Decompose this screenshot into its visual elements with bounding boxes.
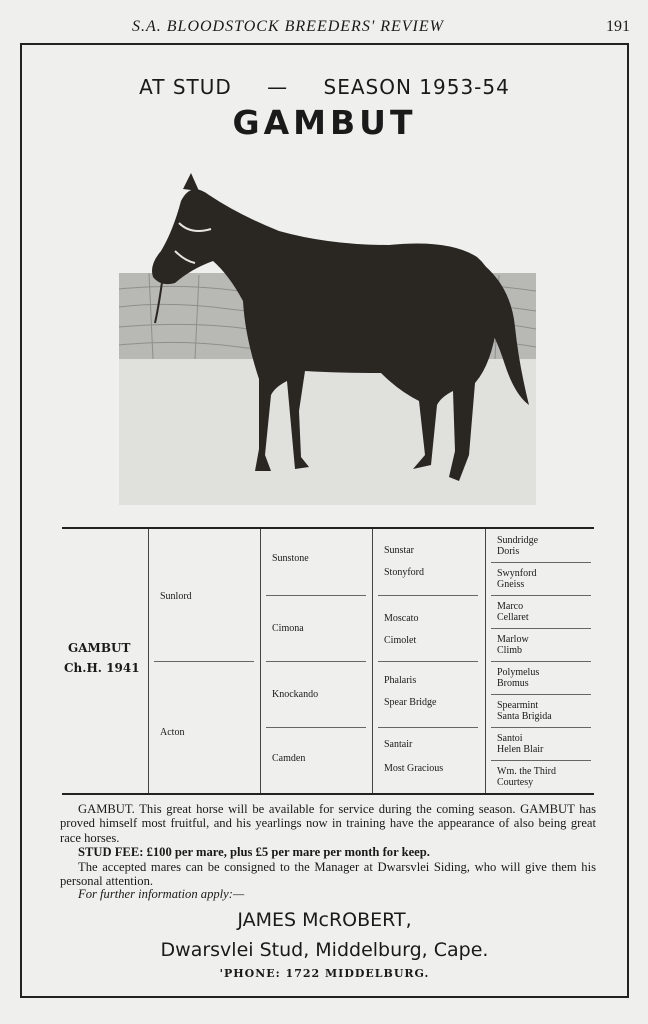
- season-label: SEASON 1953-54: [323, 75, 510, 99]
- pedigree-great-grand: Cimolet: [384, 635, 417, 646]
- pedigree-great-grand: Sunstar: [384, 545, 414, 556]
- pedigree-subject-detail: Ch.H. 1941: [64, 661, 140, 675]
- pedigree-great-grand: Phalaris: [384, 675, 417, 686]
- running-head: [0, 18, 648, 40]
- journal-title: S.A. BLOODSTOCK BREEDERS' REVIEW: [132, 18, 444, 35]
- pedigree-great-great-dam: Climb: [497, 645, 523, 656]
- pedigree-great-great-sire: Polymelus: [497, 667, 540, 678]
- pedigree-sire: Sunlord: [160, 591, 192, 602]
- pedigree-great-great-dam: Cellaret: [497, 612, 529, 623]
- pedigree-grand: Camden: [272, 753, 306, 764]
- ad-headline: [22, 75, 627, 99]
- pedigree-great-grand: Most Gracious: [384, 763, 444, 774]
- pedigree-great-great-sire: Spearmint: [497, 700, 539, 711]
- pedigree-grand: Knockando: [272, 689, 319, 700]
- advertisement-frame: [20, 43, 629, 998]
- pedigree-table: [62, 527, 594, 795]
- horse-name-title: GAMBUT: [232, 103, 417, 142]
- pedigree-subject-name: GAMBUT: [68, 641, 131, 655]
- service-paragraph: GAMBUT. This great horse will be available for service during the coming season. GAMBUT has proved himself most fruitful, and his yearlings now in training have the appearance of also being great race horses.: [60, 802, 596, 845]
- phone-number: 'PHONE: 1722 MIDDELBURG.: [219, 967, 430, 980]
- pedigree-great-grand: Spear Bridge: [384, 697, 437, 708]
- pedigree-great-great-sire: Wm. the Third: [497, 766, 556, 777]
- pedigree-great-great-sire: Swynford: [497, 568, 537, 579]
- pedigree-grand: Cimona: [272, 623, 304, 634]
- headline-dash: —: [267, 75, 289, 99]
- pedigree-grand: Sunstone: [272, 553, 309, 564]
- pedigree-great-great-sire: Sundridge: [497, 535, 539, 546]
- pedigree-great-great-sire: Marco: [497, 601, 524, 612]
- further-info: For further information apply:—: [78, 887, 245, 901]
- pedigree-great-grand: Moscato: [384, 613, 419, 624]
- pedigree-great-great-dam: Doris: [497, 546, 520, 557]
- stud-fee: STUD FEE: £100 per mare, plus £5 per mare per month for keep.: [78, 845, 430, 860]
- page-number: 191: [606, 18, 630, 35]
- ad-body-text: [60, 802, 596, 888]
- pedigree-great-great-dam: Santa Brigida: [497, 711, 552, 722]
- pedigree-great-great-sire: Santoi: [497, 733, 523, 744]
- pedigree-great-great-dam: Helen Blair: [497, 744, 544, 755]
- pedigree-great-great-dam: Courtesy: [497, 777, 534, 788]
- consignment-paragraph: The accepted mares can be consigned to the Manager at Dwarsvlei Siding, who will give them his personal attention.: [60, 859, 596, 889]
- manager-name: JAMES McROBERT,: [237, 909, 412, 931]
- horse-photo: [119, 165, 536, 505]
- pedigree-dam: Acton: [160, 727, 185, 738]
- pedigree-great-grand: Santair: [384, 739, 413, 750]
- pedigree-great-great-dam: Gneiss: [497, 579, 525, 590]
- pedigree-great-great-sire: Marlow: [497, 634, 529, 645]
- pedigree-great-great-dam: Bromus: [497, 678, 529, 689]
- at-stud-label: AT STUD: [139, 75, 232, 99]
- stud-address: Dwarsvlei Stud, Middelburg, Cape.: [160, 939, 489, 961]
- pedigree-great-grand: Stonyford: [384, 567, 424, 578]
